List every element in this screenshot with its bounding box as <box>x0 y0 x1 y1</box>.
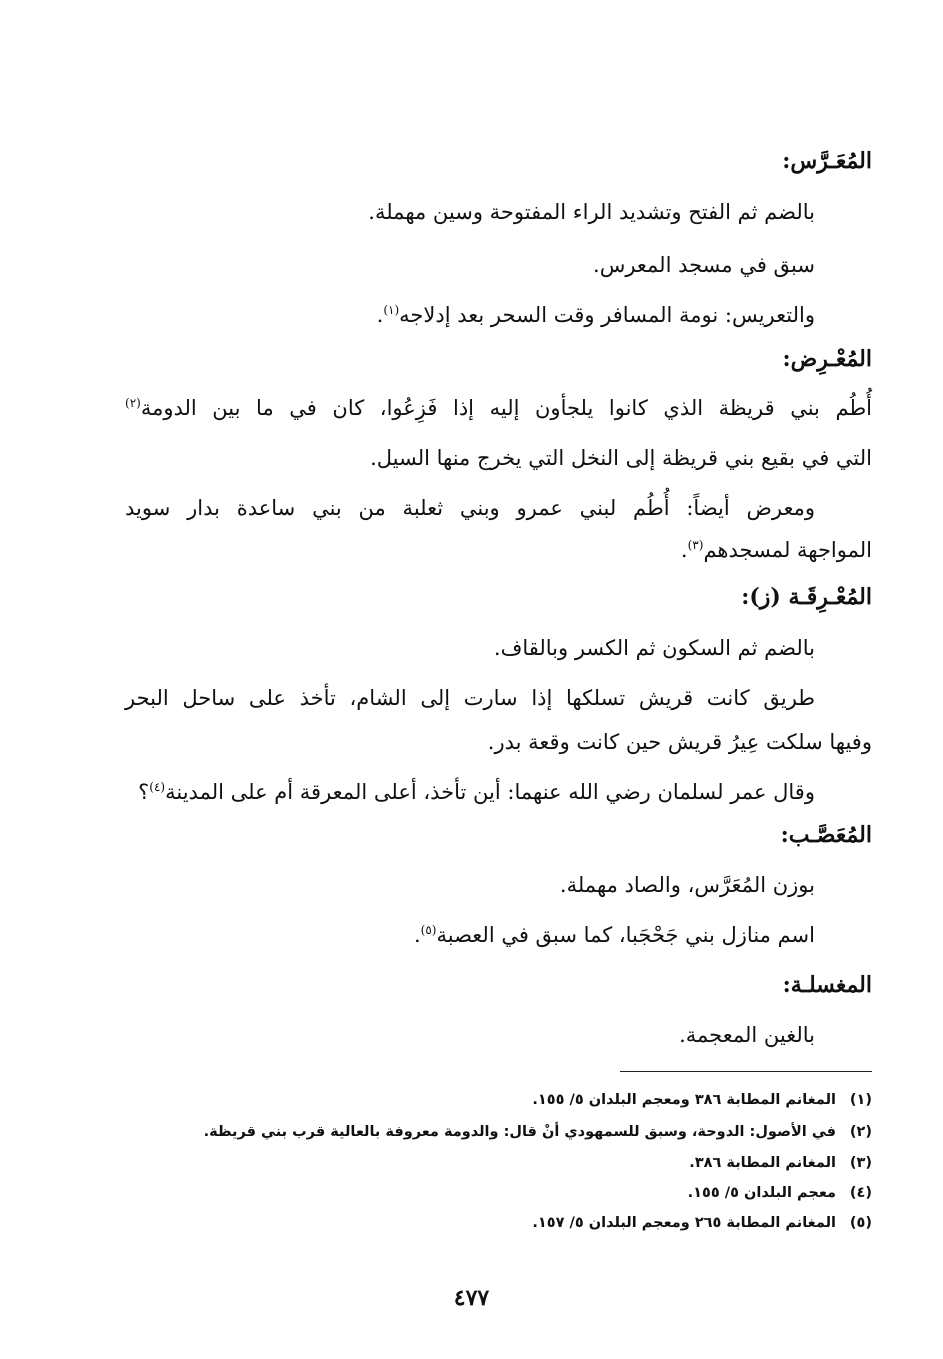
footnote-divider <box>620 1071 872 1072</box>
entry-heading: المُعَصَّـب: <box>780 822 872 848</box>
punct: . <box>413 923 421 947</box>
footnote-text: المغانم المطابة ٣٨٦ ومعجم البلدان ٥/ ١٥٥. <box>532 1092 836 1108</box>
entry-heading: المُعْـرِض: <box>782 346 872 372</box>
footnote-ref[interactable]: (١) <box>383 303 400 317</box>
footnote-ref[interactable]: (٥) <box>420 923 437 937</box>
text: المواجهة لمسجدهم <box>703 538 872 562</box>
footnote-number: (١) <box>849 1092 872 1108</box>
footnote-ref[interactable]: (٤) <box>149 780 166 794</box>
footnote <box>689 1153 872 1173</box>
footnote-text: معجم البلدان ٥/ ١٥٥. <box>687 1185 836 1201</box>
text: اسم منازل بني جَحْجَبا، كما سبق في العصبة <box>436 923 815 947</box>
text-line <box>414 920 815 950</box>
footnote-text: في الأصول: الدوحة، وسبق للسمهودي أنْ قال: والدومة معروفة بالعالية قرب بني قريظة. <box>203 1124 836 1140</box>
entry-heading: المُعَـرَّس: <box>782 148 872 174</box>
footnote-number: (٣) <box>849 1155 872 1171</box>
footnote <box>204 1122 872 1142</box>
footnote-number: (٥) <box>849 1215 872 1231</box>
text: وقال عمر لسلمان رضي الله عنهما: أين تأخذ، أعلى المعرقة أم على المدينة <box>165 780 815 804</box>
text-line: سبق في مسجد المعرس. <box>593 253 815 277</box>
footnote <box>688 1183 872 1203</box>
text: أُطُم بني قريظة الذي كانوا يلجأون إليه إذا فَزِعُوا، كان في ما بين الدومة <box>140 396 872 420</box>
text-line: بالغين المعجمة. <box>679 1023 815 1047</box>
footnote <box>532 1090 872 1110</box>
punct: ؟ <box>138 780 150 804</box>
entry-heading: المغسلـة: <box>782 972 872 998</box>
page-number: ٤٧٧ <box>453 1285 490 1311</box>
footnote-number: (٤) <box>849 1185 872 1201</box>
text-line <box>377 300 815 330</box>
text-line <box>138 777 815 807</box>
footnote-number: (٢) <box>849 1124 872 1140</box>
text-line: بالضم ثم الفتح وتشديد الراء المفتوحة وسين مهملة. <box>368 200 815 224</box>
footnote-ref[interactable]: (٣) <box>687 538 704 552</box>
text-line: التي في بقيع بني قريظة إلى النخل التي يخرج منها السيل. <box>370 446 872 470</box>
footnote <box>532 1213 872 1233</box>
entry-heading: المُعْـرِقَـة (ز): <box>741 584 872 610</box>
punct: . <box>680 538 688 562</box>
footnote-text: المغانم المطابة ٣٨٦. <box>689 1155 836 1171</box>
text: والتعريس: نومة المسافر وقت السحر بعد إدلاجه <box>399 303 815 327</box>
text-line <box>681 535 872 565</box>
text-line <box>125 393 872 423</box>
text-line: ومعرض أيضاً: أُطُم لبني عمرو وبني ثعلبة من بني ساعدة بدار سويد <box>125 496 815 520</box>
footnote-text: المغانم المطابة ٢٦٥ ومعجم البلدان ٥/ ١٥٧. <box>532 1215 836 1231</box>
punct: . <box>376 303 384 327</box>
text-line: بوزن المُعَرَّس، والصاد مهملة. <box>559 873 815 897</box>
text-line: وفيها سلكت عِيرُ قريش حين كانت وقعة بدر. <box>487 730 872 754</box>
footnote-ref[interactable]: (٢) <box>125 396 141 410</box>
text-line: بالضم ثم السكون ثم الكسر وبالقاف. <box>493 636 815 660</box>
text-line: طريق كانت قريش تسلكها إذا سارت إلى الشام، تأخذ على ساحل البحر <box>125 686 815 710</box>
